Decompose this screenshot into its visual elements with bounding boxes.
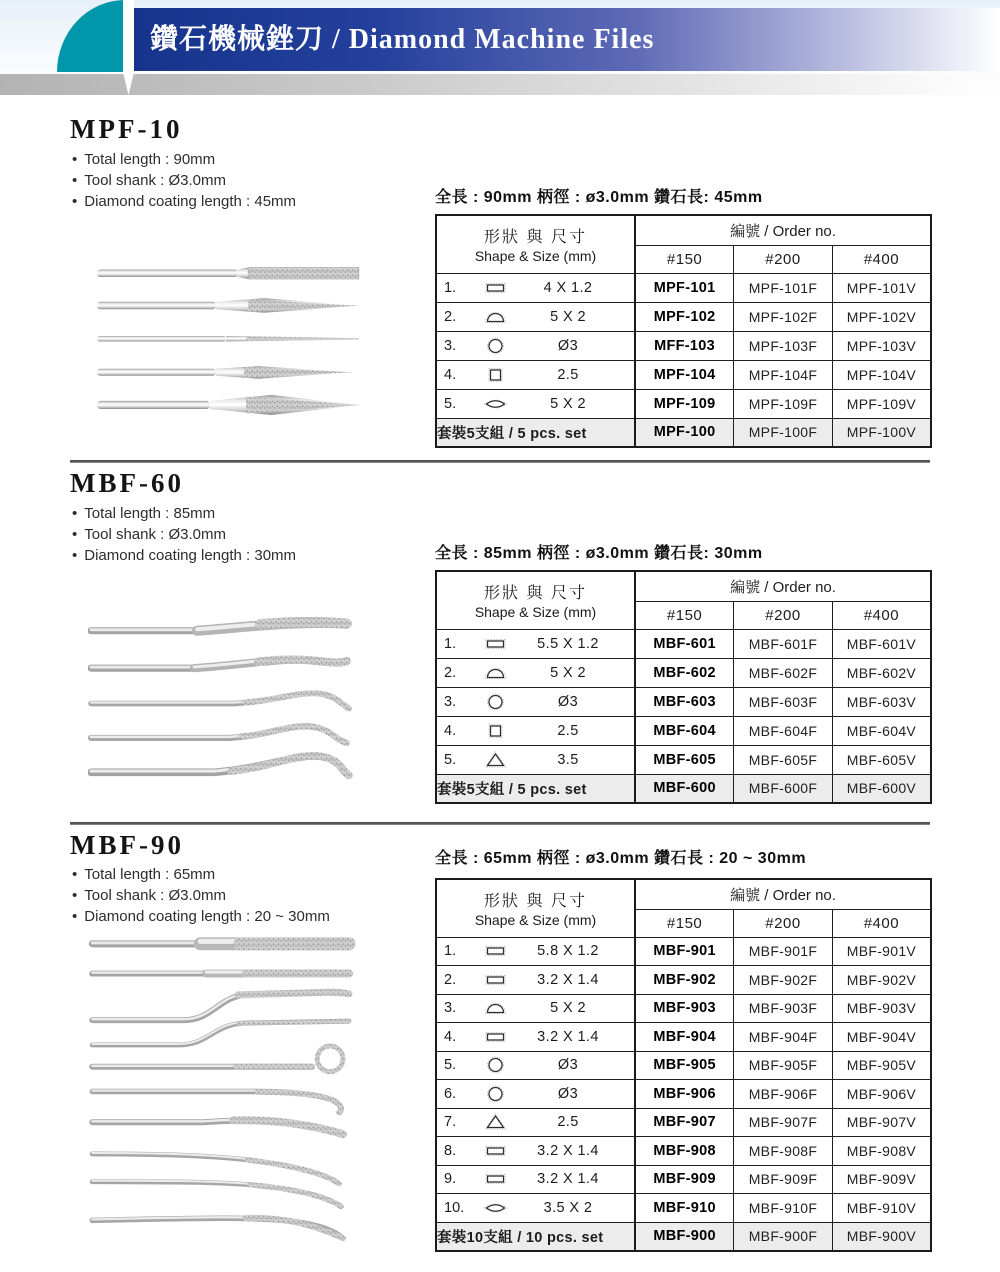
size-label: Ø3 [557, 693, 579, 710]
shape-size-header-en: Shape & Size (mm) [474, 248, 597, 265]
order-code: MPF-104F [734, 360, 833, 389]
table-header-row [436, 571, 931, 601]
set-label: 套裝10支組 / 10 pcs. set [436, 1222, 635, 1251]
order-code: MBF-601 [635, 629, 734, 658]
spec-item: • Tool shank : Ø3.0mm [72, 885, 330, 906]
grit-150-header: #150 [635, 601, 734, 629]
order-code: MBF-904 [635, 1023, 734, 1052]
order-code: MBF-602F [734, 658, 833, 687]
table-row [436, 1194, 931, 1223]
row-number: 3. [444, 337, 457, 354]
table-row [436, 360, 931, 389]
order-no-header: 編號 / Order no. [635, 215, 931, 245]
grit-400-header: #400 [832, 245, 931, 273]
row-number: 5. [444, 751, 457, 768]
order-code: MBF-901V [832, 937, 931, 966]
shape-size-header-en: Shape & Size (mm) [474, 912, 597, 929]
header-gray-strip [0, 74, 1000, 95]
triangle-shape-icon [474, 750, 516, 770]
order-code: MBF-907F [734, 1108, 833, 1137]
size-label: Ø3 [557, 1085, 579, 1102]
order-code: MBF-909F [734, 1165, 833, 1194]
table-row [436, 302, 931, 331]
order-table-mpf10 [435, 214, 932, 448]
order-code: MBF-901F [734, 937, 833, 966]
shape-size-header-zh: 形狀 與 尺寸 [484, 229, 587, 247]
spec-item: • Diamond coating length : 20 ~ 30mm [72, 906, 330, 927]
shape-size-header-zh: 形狀 與 尺寸 [484, 585, 587, 603]
square-shape-icon [474, 721, 516, 741]
size-label: 3.2 X 1.4 [537, 1171, 599, 1188]
order-code: MFF-103 [635, 331, 734, 360]
table-row [436, 1108, 931, 1137]
shape-size-header-zh: 形狀 與 尺寸 [484, 893, 587, 911]
row-number: 3. [444, 1000, 457, 1017]
order-code: MBF-905F [734, 1051, 833, 1080]
order-code: MBF-900V [832, 1222, 931, 1251]
size-label: Ø3 [557, 337, 579, 354]
spec-line-zh-mpf10: 全長 : 90mm 柄徑 : ø3.0mm 鑽石長: 45mm [435, 189, 763, 206]
size-label: 5.8 X 1.2 [537, 943, 599, 960]
order-code: MBF-605F [734, 745, 833, 774]
row-number: 7. [444, 1114, 457, 1131]
order-code: MPF-100F [734, 418, 833, 447]
order-code: MBF-904V [832, 1023, 931, 1052]
order-no-header: 編號 / Order no. [635, 879, 931, 909]
order-code: MBF-908V [832, 1137, 931, 1166]
size-label: 2.5 [557, 1114, 579, 1131]
order-code: MBF-600V [832, 774, 931, 803]
circle-shape-icon [474, 692, 516, 712]
table-row [436, 1023, 931, 1052]
page-title: 鑽石機械銼刀 / Diamond Machine Files [150, 24, 655, 55]
table-row [436, 1137, 931, 1166]
spec-line-zh-mbf90: 全長 : 65mm 柄徑 : ø3.0mm 鑽石長 : 20 ~ 30mm [435, 850, 807, 867]
table-row [436, 1051, 931, 1080]
rectangle-shape-icon [474, 1169, 516, 1189]
rectangle-shape-icon [474, 278, 516, 298]
grit-150-header: #150 [635, 245, 734, 273]
table-row [436, 273, 931, 302]
row-number: 5. [444, 1057, 457, 1074]
table-row [436, 389, 931, 418]
order-code: MBF-600F [734, 774, 833, 803]
size-label: 4 X 1.2 [543, 279, 593, 296]
size-label: 5 X 2 [550, 664, 586, 681]
spec-list-mbf90 [72, 864, 330, 927]
order-code: MBF-908F [734, 1137, 833, 1166]
order-table-mbf90 [435, 878, 932, 1252]
half-round-shape-icon [474, 663, 516, 683]
grit-400-header: #400 [832, 601, 931, 629]
order-code: MPF-102 [635, 302, 734, 331]
order-code: MBF-900 [635, 1222, 734, 1251]
size-label: 2.5 [557, 366, 579, 383]
spec-item: • Diamond coating length : 45mm [72, 191, 296, 212]
order-code: MBF-903 [635, 994, 734, 1023]
order-table-mbf60 [435, 570, 932, 804]
size-label: 5 X 2 [550, 395, 586, 412]
order-code: MBF-906 [635, 1080, 734, 1109]
lens-shape-icon [474, 1198, 516, 1218]
set-label: 套裝5支組 / 5 pcs. set [436, 774, 635, 803]
circle-shape-icon [474, 1084, 516, 1104]
order-code: MPF-103V [832, 331, 931, 360]
row-number: 1. [444, 635, 457, 652]
grit-200-header: #200 [734, 601, 833, 629]
size-label: 5.5 X 1.2 [537, 635, 599, 652]
order-code: MBF-910 [635, 1194, 734, 1223]
order-code: MBF-605V [832, 745, 931, 774]
row-number: 5. [444, 395, 457, 412]
size-label: 5 X 2 [550, 308, 586, 325]
table-row [436, 687, 931, 716]
section-divider [70, 460, 930, 463]
order-code: MBF-910V [832, 1194, 931, 1223]
section-divider [70, 822, 930, 825]
row-number: 6. [444, 1085, 457, 1102]
order-code: MBF-905 [635, 1051, 734, 1080]
order-code: MBF-604V [832, 716, 931, 745]
order-code: MBF-602 [635, 658, 734, 687]
order-code: MPF-100 [635, 418, 734, 447]
order-code: MBF-907V [832, 1108, 931, 1137]
size-label: 2.5 [557, 722, 579, 739]
order-code: MBF-902V [832, 966, 931, 995]
order-code: MBF-601F [734, 629, 833, 658]
table-row [436, 1080, 931, 1109]
order-code: MBF-902 [635, 966, 734, 995]
table-header-row [436, 215, 931, 245]
set-label: 套裝5支組 / 5 pcs. set [436, 418, 635, 447]
order-code: MBF-903F [734, 994, 833, 1023]
product-photo-mpf10 [95, 258, 367, 426]
row-number: 1. [444, 943, 457, 960]
square-shape-icon [474, 365, 516, 385]
order-code: MBF-601V [832, 629, 931, 658]
set-row [436, 418, 931, 447]
order-code: MBF-905V [832, 1051, 931, 1080]
product-photo-mbf90 [88, 928, 373, 1260]
row-number: 4. [444, 1028, 457, 1045]
order-code: MBF-901 [635, 937, 734, 966]
spec-list-mpf10 [72, 149, 296, 212]
table-row [436, 658, 931, 687]
order-code: MPF-101 [635, 273, 734, 302]
circle-shape-icon [474, 1055, 516, 1075]
spec-item: • Total length : 65mm [72, 864, 330, 885]
order-code: MBF-900F [734, 1222, 833, 1251]
size-label: 3.2 X 1.4 [537, 971, 599, 988]
shape-size-header-en: Shape & Size (mm) [474, 604, 597, 621]
section-heading-mbf60: MBF-60 [70, 468, 184, 498]
order-code: MPF-104V [832, 360, 931, 389]
section-heading-mpf10: MPF-10 [70, 114, 183, 144]
grit-200-header: #200 [734, 909, 833, 937]
order-code: MBF-903V [832, 994, 931, 1023]
half-round-shape-icon [474, 998, 516, 1018]
row-number: 4. [444, 722, 457, 739]
set-row [436, 774, 931, 803]
size-label: 3.5 X 2 [543, 1199, 593, 1216]
spec-item: • Tool shank : Ø3.0mm [72, 524, 296, 545]
rectangle-shape-icon [474, 634, 516, 654]
grit-200-header: #200 [734, 245, 833, 273]
size-label: 3.2 X 1.4 [537, 1028, 599, 1045]
size-label: 3.5 [557, 751, 579, 768]
order-code: MBF-604F [734, 716, 833, 745]
row-number: 8. [444, 1142, 457, 1159]
order-code: MBF-603V [832, 687, 931, 716]
order-code: MPF-109 [635, 389, 734, 418]
order-no-header: 編號 / Order no. [635, 571, 931, 601]
order-code: MPF-104 [635, 360, 734, 389]
rectangle-shape-icon [474, 1141, 516, 1161]
table-row [436, 716, 931, 745]
table-row [436, 745, 931, 774]
triangle-shape-icon [474, 1112, 516, 1132]
spec-line-zh-mbf60: 全長 : 85mm 柄徑 : ø3.0mm 鑽石長: 30mm [435, 545, 763, 562]
rectangle-shape-icon [474, 941, 516, 961]
order-code: MPF-109V [832, 389, 931, 418]
order-code: MBF-603F [734, 687, 833, 716]
order-code: MBF-909V [832, 1165, 931, 1194]
order-code: MPF-101F [734, 273, 833, 302]
table-row [436, 966, 931, 995]
order-code: MPF-103F [734, 331, 833, 360]
order-code: MBF-902F [734, 966, 833, 995]
table-row [436, 937, 931, 966]
spec-item: • Tool shank : Ø3.0mm [72, 170, 296, 191]
order-code: MBF-906V [832, 1080, 931, 1109]
rectangle-shape-icon [474, 1027, 516, 1047]
product-photo-mbf60 [88, 610, 366, 788]
size-label: 3.2 X 1.4 [537, 1142, 599, 1159]
order-code: MBF-907 [635, 1108, 734, 1137]
spec-list-mbf60 [72, 503, 296, 566]
order-code: MBF-602V [832, 658, 931, 687]
grit-150-header: #150 [635, 909, 734, 937]
order-code: MBF-909 [635, 1165, 734, 1194]
table-row [436, 1165, 931, 1194]
lens-shape-icon [474, 394, 516, 414]
order-code: MBF-910F [734, 1194, 833, 1223]
order-code: MBF-603 [635, 687, 734, 716]
set-row [436, 1222, 931, 1251]
grit-400-header: #400 [832, 909, 931, 937]
spec-item: • Diamond coating length : 30mm [72, 545, 296, 566]
table-row [436, 331, 931, 360]
table-row [436, 994, 931, 1023]
row-number: 2. [444, 308, 457, 325]
row-number: 9. [444, 1171, 457, 1188]
size-label: Ø3 [557, 1057, 579, 1074]
order-code: MPF-109F [734, 389, 833, 418]
table-row [436, 629, 931, 658]
order-code: MBF-904F [734, 1023, 833, 1052]
size-label: 5 X 2 [550, 1000, 586, 1017]
order-code: MBF-600 [635, 774, 734, 803]
row-number: 3. [444, 693, 457, 710]
order-code: MBF-906F [734, 1080, 833, 1109]
row-number: 1. [444, 279, 457, 296]
row-number: 2. [444, 971, 457, 988]
circle-shape-icon [474, 336, 516, 356]
order-code: MBF-604 [635, 716, 734, 745]
table-header-row [436, 879, 931, 909]
section-heading-mbf90: MBF-90 [70, 830, 184, 860]
half-round-shape-icon [474, 307, 516, 327]
spec-item: • Total length : 85mm [72, 503, 296, 524]
order-code: MBF-908 [635, 1137, 734, 1166]
spec-item: • Total length : 90mm [72, 149, 296, 170]
order-code: MPF-102F [734, 302, 833, 331]
row-number: 10. [444, 1199, 465, 1216]
order-code: MPF-101V [832, 273, 931, 302]
row-number: 2. [444, 664, 457, 681]
rectangle-shape-icon [474, 970, 516, 990]
row-number: 4. [444, 366, 457, 383]
order-code: MBF-605 [635, 745, 734, 774]
order-code: MPF-100V [832, 418, 931, 447]
order-code: MPF-102V [832, 302, 931, 331]
